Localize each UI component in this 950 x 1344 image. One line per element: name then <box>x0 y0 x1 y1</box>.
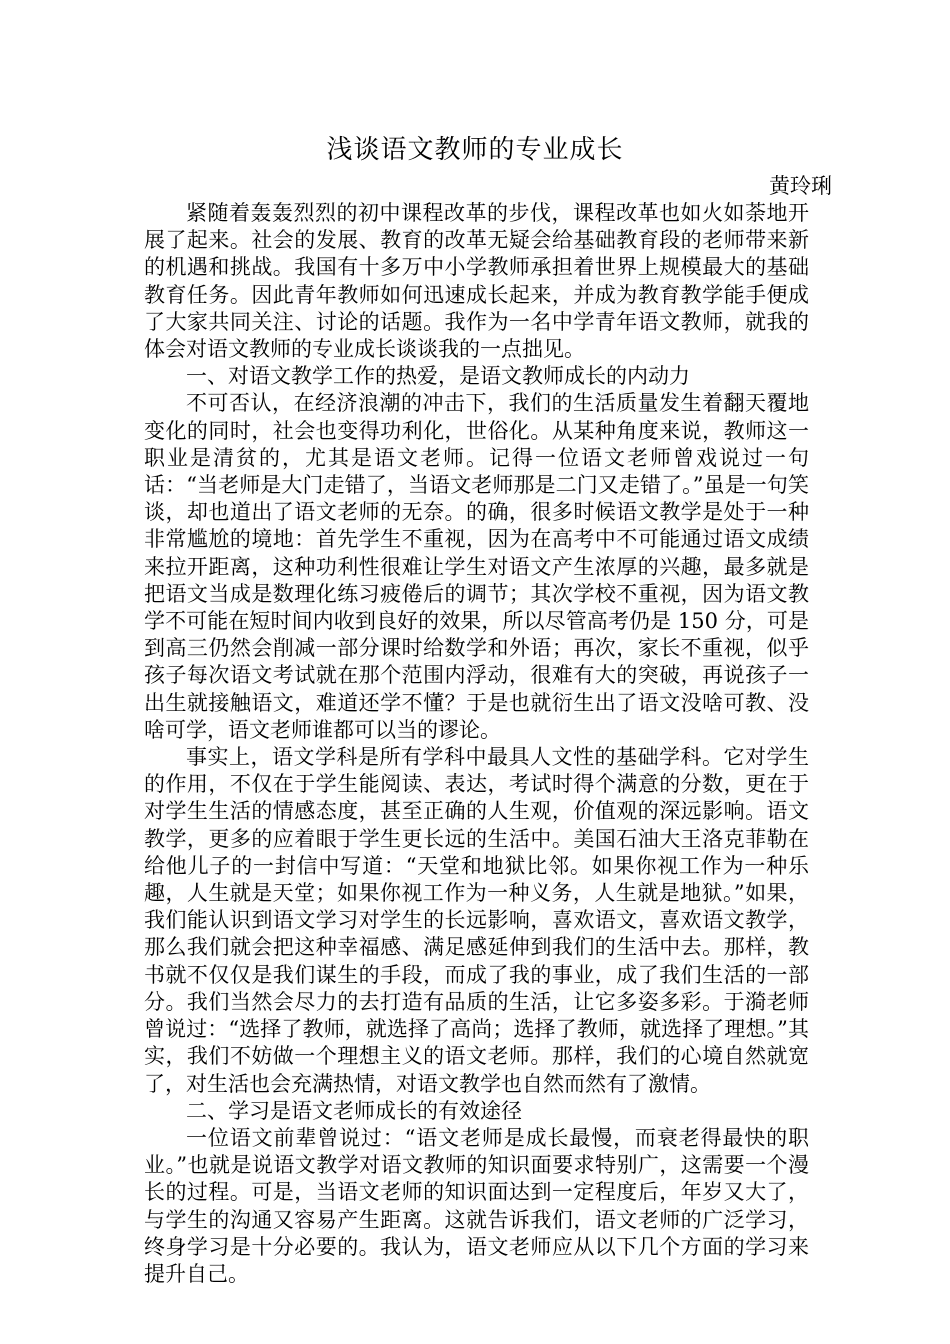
section-heading: 一、对语文教学工作的热爱，是语文教师成长的内动力 <box>186 364 690 389</box>
body-paragraph: 紧随着轰轰烈烈的初中课程改革的步伐，课程改革也如火如荼地开展了起来。社会的发展、教育的改革无疑会给基础教育段的老师带来新的机遇和挑战。我国有十多万中小学教师承担着世界上规模最大的基础教育任务。因此青年教师如何迅速成长起来，并成为教育教学能手便成了大家共同关注、讨论的话题。我作为一名中学青年语文教师，就我的体会对语文教师的专业成长谈谈我的一点拙见。 <box>144 201 809 362</box>
document-title: 浅谈语文教师的专业成长 <box>326 135 624 165</box>
document-body <box>144 200 809 1288</box>
body-paragraph: 不可否认，在经济浪潮的冲击下，我们的生活质量发生着翻天覆地变化的同时，社会也变得功利化，世俗化。从某种角度来说，教师这一职业是清贫的，尤其是语文老师。记得一位语文老师曾戏说过一句话：“当老师是大门走错了，当语文老师那是二门又走错了。”虽是一句笑谈，却也道出了语文老师的无奈。的确，很多时候语文教学是处于一种非常尴尬的境地：首先学生不重视，因为在高考中不可能通过语文成绩来拉开距离，这种功利性很难让学生对语文产生浓厚的兴趣，最多就是把语文当成是数理化练习疲倦后的调节；其次学校不重视，因为语文教学不可能在短时间内收到良好的效果，所以尽管高考仍是 150 分，可是到高三仍然会削减一部分课时给数学和外语；再次，家长不重视，似乎孩子每次语文考试就在那个范围内浮动，很难有大的突破，再说孩子一出生就接触语文，难道还学不懂？于是也就衍生出了语文没啥可教、没啥可学，语文老师谁都可以当的谬论。 <box>144 391 809 742</box>
document-author: 黄玲琍 <box>769 174 832 198</box>
body-paragraph: 事实上，语文学科是所有学科中最具人文性的基础学科。它对学生的作用，不仅在于学生能阅读、表达，考试时得个满意的分数，更在于对学生生活的情感态度，甚至正确的人生观，价值观的深远影响。语文教学，更多的应着眼于学生更长远的生活中。美国石油大王洛克菲勒在给他儿子的一封信中写道：“天堂和地狱比邻。如果你视工作为一种乐趣，人生就是天堂；如果你视工作为一种义务，人生就是地狱。”如果，我们能认识到语文学习对学生的长远影响，喜欢语文，喜欢语文教学，那么我们就会把这种幸福感、满足感延伸到我们的生活中去。那样，教书就不仅仅是我们谋生的手段，而成了我的事业，成了我们生活的一部分。我们当然会尽力的去打造有品质的生活，让它多姿多彩。于漪老师曾说过：“选择了教师，就选择了高尚；选择了教师，就选择了理想。”其实，我们不妨做一个理想主义的语文老师。那样，我们的心境自然就宽了，对生活也会充满热情，对语文教学也自然而然有了激情。 <box>144 745 809 1096</box>
section-heading: 二、学习是语文老师成长的有效途径 <box>186 1098 522 1123</box>
body-paragraph: 一位语文前辈曾说过：“语文老师是成长最慢，而衰老得最快的职业。”也就是说语文教学对语文教师的知识面要求特别广，这需要一个漫长的过程。可是，当语文老师的知识面达到一定程度后，年岁又大了，与学生的沟通又容易产生距离。这就告诉我们，语文老师的广泛学习，终身学习是十分必要的。我认为，语文老师应从以下几个方面的学习来提升自己。 <box>144 1125 809 1286</box>
